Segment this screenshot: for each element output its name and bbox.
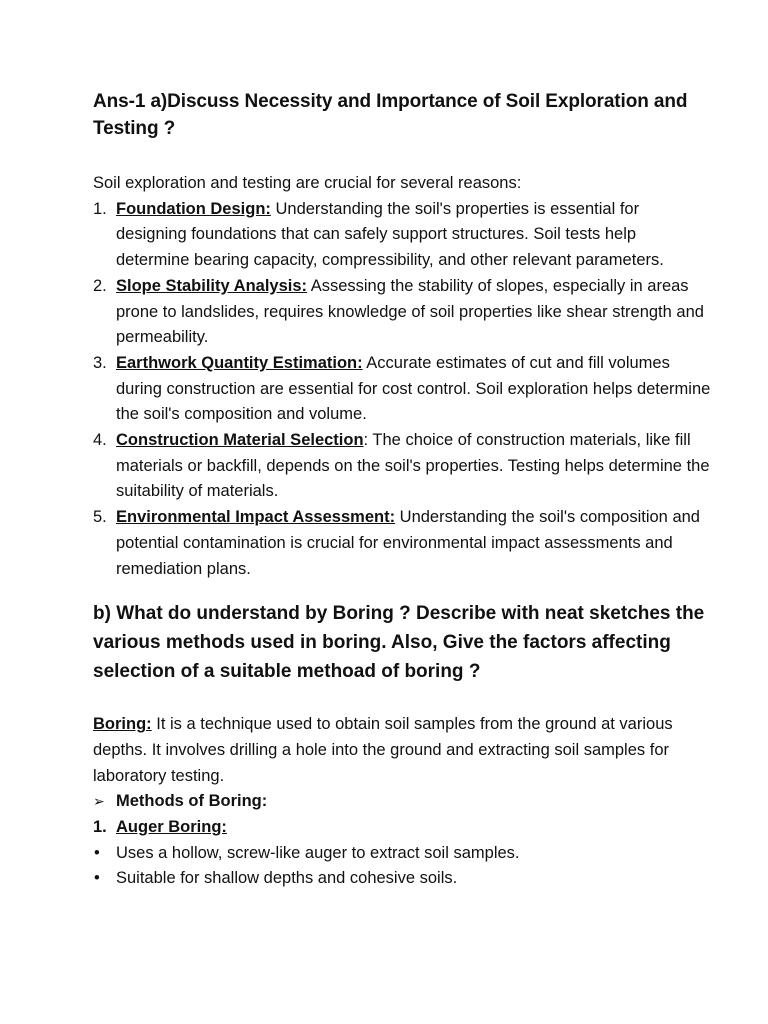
- term-separator: :: [363, 431, 369, 450]
- list-item: [93, 505, 713, 582]
- term-boring: Boring:: [93, 715, 152, 734]
- method-auger-heading: [93, 815, 713, 841]
- list-item: [93, 866, 713, 892]
- arrow-bullet-icon: ➢: [93, 793, 105, 810]
- term-separator: :: [301, 276, 308, 295]
- list-item: [93, 197, 713, 274]
- document-page: [93, 88, 713, 892]
- methods-title-text: Methods of Boring:: [116, 792, 268, 811]
- list-item: [93, 351, 713, 428]
- bullet-dot-icon: •: [94, 843, 100, 862]
- intro-text: Soil exploration and testing are crucial for several reasons:: [93, 174, 522, 192]
- list-number: 1.: [93, 199, 107, 218]
- term-separator: :: [265, 199, 271, 218]
- term-environmental-impact: Environmental Impact Assessment:: [116, 508, 396, 527]
- bullet-text: Suitable for shallow depths and cohesive soils.: [116, 869, 458, 888]
- question-a-heading: Ans-1 a)Discuss Necessity and Importance of Soil Exploration and Testing ?: [93, 91, 688, 139]
- item-text: Understanding the soil's composition and potential contamination is crucial for environmental impact assessments and remediation plans.: [116, 508, 700, 578]
- term-auger-boring: Auger Boring:: [116, 818, 227, 837]
- bullet-dot-icon: •: [94, 869, 100, 888]
- term-construction-material: Construction Material Selection: [116, 431, 364, 450]
- item-text: The choice of construction materials, like fill materials or backfill, depends on the soil's properties. Testing helps determine the suitability of materials.: [116, 431, 710, 501]
- question-b-heading: b) What do understand by Boring ? Describe with neat sketches the various methods used in boring. Also, Give the factors affecting selection of a suitable methoad of boring ?: [93, 603, 705, 683]
- term-slope-stability: Slope Stability Analysis: [116, 276, 302, 295]
- term-earthwork-quantity: Earthwork Quantity Estimation: [116, 353, 358, 372]
- reasons-list: [93, 197, 713, 583]
- item-text: Accurate estimates of cut and fill volumes during construction are essential for cost control. Soil exploration helps determine the soil's composition and volume.: [116, 353, 711, 424]
- list-item: [93, 428, 713, 505]
- methods-heading: [93, 789, 713, 815]
- list-number: 1.: [93, 818, 107, 837]
- list-number: 2.: [93, 276, 107, 295]
- list-item: [93, 274, 713, 351]
- list-number: 4.: [93, 431, 107, 450]
- term-separator: :: [357, 353, 363, 372]
- term-foundation-design: Foundation Design: [116, 199, 266, 218]
- item-text: Assessing the stability of slopes, especially in areas prone to landslides, requires knowledge of soil properties like shear strength and permeability.: [116, 276, 704, 347]
- auger-bullets: [93, 841, 713, 892]
- boring-text: It is a technique used to obtain soil samples from the ground at various depths. It involves drilling a hole into the ground and extracting soil samples for laboratory testing.: [93, 715, 673, 785]
- list-number: 5.: [93, 508, 107, 527]
- list-number: 3.: [93, 353, 107, 372]
- boring-definition: [93, 712, 713, 789]
- item-text: Understanding the soil's properties is essential for designing foundations that can safely support structures. Soil tests help determine bearing capacity, compressibility, and other relevant parameters.: [116, 199, 664, 270]
- bullet-text: Uses a hollow, screw-like auger to extract soil samples.: [116, 843, 520, 862]
- list-item: [93, 841, 713, 867]
